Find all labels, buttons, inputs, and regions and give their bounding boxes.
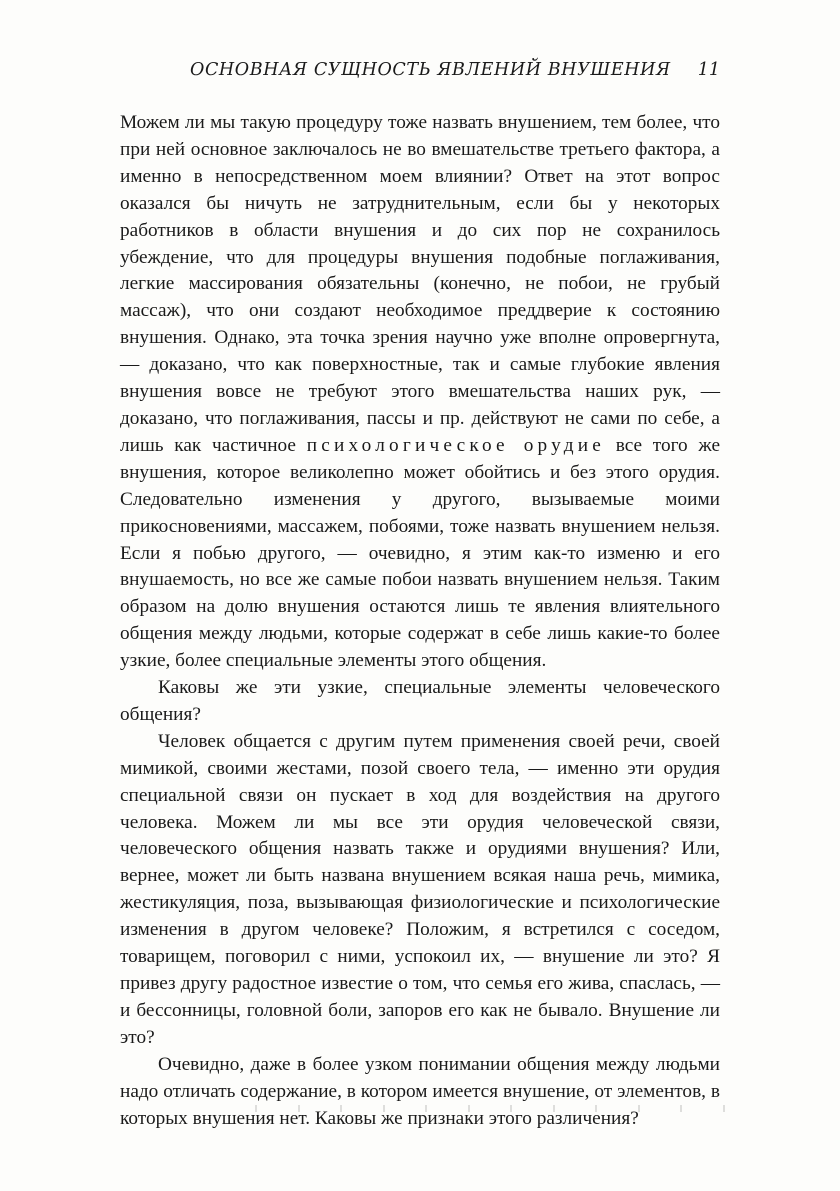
scan-mark <box>255 1105 257 1112</box>
scan-mark <box>468 1105 470 1112</box>
scan-mark <box>723 1105 725 1112</box>
scan-mark <box>680 1105 682 1112</box>
scan-mark <box>298 1105 300 1112</box>
paragraph-3: Человек общается с другим путем применения своей речи, своей мимикой, своими жестами, позой своего тела, — именно эти орудия специальной связи он пускает в ход для воздействия на другого человека. Можем ли мы все эти орудия человеческой связи, человеческого общения назвать также и орудиями внушения? Или, вернее, может ли быть названа внушением всякая наша речь, мимика, жестикуляция, поза, вызывающая физиологические и психологические изменения в другом человеке? Положим, я встретился с соседом, товарищем, поговорил с ними, успокоил их, — внушение ли это? Я привез другу радостное известие о том, что семья его жива, спаслась, — и бессонницы, головной боли, запоров его как не бывало. Внушение ли это? <box>120 730 720 1048</box>
page-number: 11 <box>697 60 720 80</box>
scan-mark <box>340 1105 342 1112</box>
scan-mark <box>638 1105 640 1112</box>
scan-mark <box>595 1105 597 1112</box>
running-title: ОСНОВНАЯ СУЩНОСТЬ ЯВЛЕНИЙ ВНУШЕНИЯ <box>190 60 671 80</box>
spaced-emphasis: психологическое орудие <box>306 434 606 456</box>
paragraph-2: Каковы же эти узкие, специальные элементы человеческого общения? <box>120 677 720 725</box>
scan-mark <box>383 1105 385 1112</box>
scan-artifact-marks <box>255 1101 725 1115</box>
scan-mark <box>425 1105 427 1112</box>
scan-mark <box>510 1105 512 1112</box>
page-header <box>120 60 720 90</box>
scan-mark <box>553 1105 555 1112</box>
paragraph-4: Очевидно, даже в более узком понимании общения между людьми надо отличать содержание, в котором имеется внушение, от элементов, в которых внушения нет. Каковы же признаки этого различения? <box>120 1053 720 1129</box>
paragraph-1-part-a: Можем ли мы такую процедуру тоже назвать внушением, тем более, что при ней основное заключалось не во вмешательстве третьего фактора, а именно в непосредственном моем влиянии? Ответ на этот вопрос оказался бы ничуть не затруднительным, если бы у некоторых работников в области внушения и до сих пор не сохранилось убеждение, что для процедуры внушения подобные поглаживания, легкие массирования обязательны (конечно, не побои, не грубый массаж), что они создают необходимое преддверие к состоянию внушения. Однако, эта точка зрения научно уже вполне опровергнута, — доказано, что как поверхностные, так и самые глубокие явления внушения вовсе не требуют этого вмешательства наших рук, — доказано, что поглаживания, пассы и пр. действуют не сами по себе, а лишь как частичное <box>120 112 720 456</box>
paragraph-1 <box>120 110 720 675</box>
paragraph-1-part-b: все того же внушения, которое великолепно может обойтись и без этого орудия. Следовательно изменения у другого, вызываемые моими прикосновениями, массажем, побоями, тоже назвать внушением нельзя. Если я побью другого, — очевидно, я этим как-то изменю и его внушаемость, но все же самые побои назвать внушением нельзя. Таким образом на долю внушения остаются лишь те явления влиятельного общения между людьми, которые содержат в себе лишь какие-то более узкие, более специальные элементы этого общения. <box>120 434 721 672</box>
body-text <box>120 110 720 1132</box>
